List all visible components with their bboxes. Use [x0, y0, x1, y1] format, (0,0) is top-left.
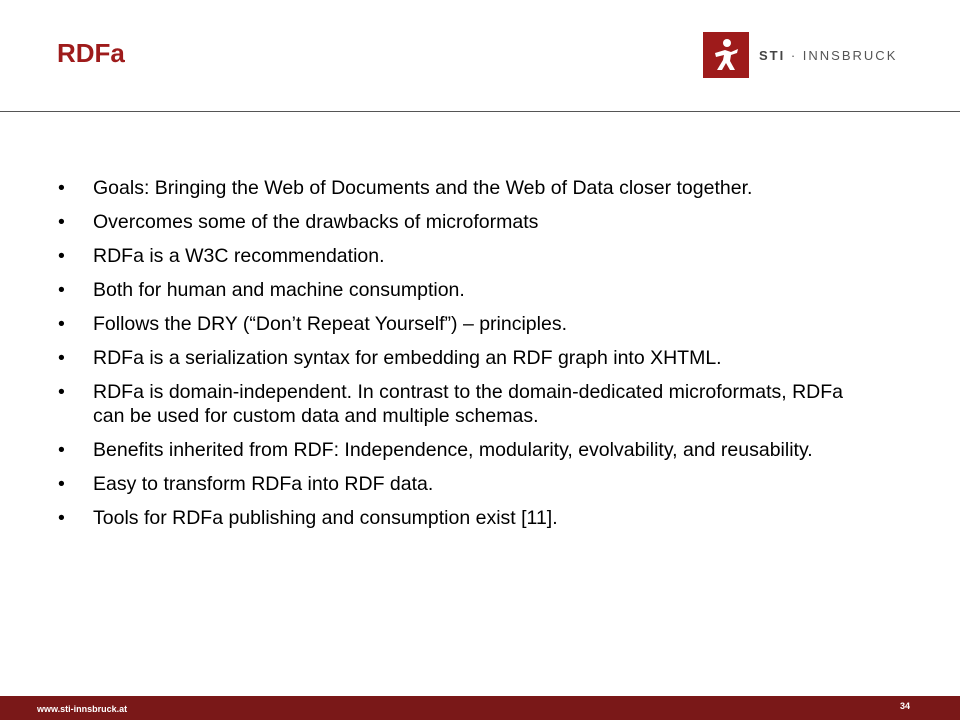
bullet-item — [58, 472, 878, 496]
bullet-item — [58, 244, 878, 268]
logo-separator: · — [785, 47, 803, 63]
bullet-item — [58, 210, 878, 234]
sti-logo-icon — [703, 32, 749, 78]
bullet-text: Goals: Bringing the Web of Documents and the Web of Data closer together. — [93, 177, 753, 199]
bullet-dot: • — [58, 347, 65, 369]
bullet-text: Both for human and machine consumption. — [93, 279, 465, 301]
bullet-dot: • — [58, 381, 65, 403]
bullet-text: Easy to transform RDFa into RDF data. — [93, 473, 434, 495]
slide-title: RDFa — [57, 38, 125, 68]
header-divider — [0, 111, 960, 112]
bullet-dot: • — [58, 177, 65, 199]
sti-innsbruck-logo — [703, 32, 897, 78]
bullet-dot: • — [58, 473, 65, 495]
footer-bar — [0, 696, 960, 720]
bullet-item — [58, 176, 878, 200]
bullet-dot: • — [58, 245, 65, 267]
bullet-text: Tools for RDFa publishing and consumption exist [11]. — [93, 507, 558, 529]
bullet-item — [58, 312, 878, 336]
logo-text — [759, 48, 897, 63]
bullet-text: Benefits inherited from RDF: Independence, modularity, evolvability, and reusability. — [93, 439, 813, 461]
bullet-text: RDFa is a serialization syntax for embedding an RDF graph into XHTML. — [93, 347, 722, 369]
logo-name: INNSBRUCK — [802, 47, 898, 63]
bullet-dot: • — [58, 507, 65, 529]
bullet-dot: • — [58, 279, 65, 301]
bullet-text: RDFa is a W3C recommendation. — [93, 245, 385, 267]
bullet-dot: • — [58, 313, 65, 335]
bullet-item — [58, 346, 878, 370]
bullet-dot: • — [58, 439, 65, 461]
bullet-item — [58, 438, 878, 462]
logo-brand: STI — [759, 47, 786, 63]
bullet-text: RDFa is domain-independent. In contrast to the domain-dedicated microformats, RDFa can be used for custom data and multiple schemas. — [93, 381, 844, 427]
bullet-item — [58, 278, 878, 302]
bullet-item — [58, 380, 878, 428]
bullet-dot: • — [58, 211, 65, 233]
page-number: 34 — [900, 701, 911, 711]
bullet-list — [58, 176, 878, 540]
bullet-text: Follows the DRY (“Don’t Repeat Yourself”) – principles. — [93, 313, 567, 335]
bullet-text: Overcomes some of the drawbacks of microformats — [93, 211, 539, 233]
bullet-item — [58, 506, 878, 530]
footer-url: www.sti-innsbruck.at — [37, 704, 128, 714]
